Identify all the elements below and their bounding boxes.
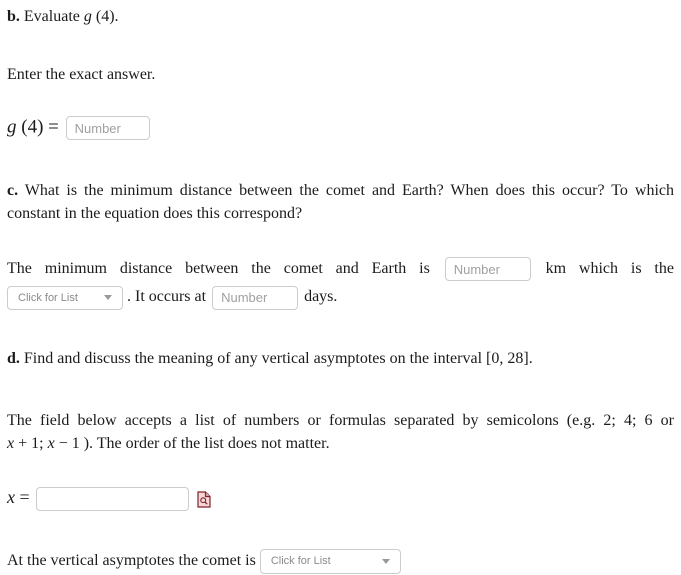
chevron-down-icon [382,559,390,564]
note-math-var1: x [7,435,15,453]
part-b-prompt: Evaluate [19,8,84,25]
part-b-math-var: g [83,8,92,25]
note-seg1: + 1; [14,435,48,453]
note-math-var2: x [47,435,55,453]
part-c-answer-line1 [7,257,674,281]
part-c-answer-mid: km which is the [545,260,674,277]
g4-equation-rest: (4) = [16,116,64,138]
x-equation-sign: = [15,487,35,508]
equation-preview-icon[interactable] [197,491,211,508]
part-c-question-line2: constant in the equation does this correspond? [7,205,303,222]
part-d-label: d. [7,350,20,368]
part-b-label: b. [7,8,20,25]
field-note-line1: The field below accepts a list of numbers or formulas separated by semicolons (e.g. 2; 4; 6 or [7,412,674,430]
part-d-period: . [528,350,533,368]
chevron-down-icon [104,295,112,300]
field-note-line2 [7,432,674,455]
asymptote-equation-row [7,487,674,511]
comet-state-row [7,547,674,574]
g4-answer-input[interactable] [66,116,150,140]
part-b-math-args: (4) [91,8,115,25]
part-c-answer-line2 [7,284,674,310]
g4-equation-var: g [7,116,17,138]
part-d-question-text: Find and discuss the meaning of any vertical asymptotes on the interval [19,350,487,368]
part-c-answer-pre: The minimum distance between the comet and Earth is [7,260,430,277]
part-b-title [7,5,674,28]
min-distance-input[interactable] [445,257,531,281]
x-equation-var: x [7,487,15,508]
part-b-equation-row [7,116,674,140]
occurs-at-days-input[interactable] [212,286,298,310]
asymptote-list-input[interactable] [36,487,189,511]
part-b-period: . [114,8,119,25]
part-c-label: c. [7,182,19,199]
constant-dropdown[interactable] [7,286,123,310]
part-c-question-line1 [7,179,674,202]
part-c-answer-mid2: . It occurs at [127,288,207,306]
part-c-answer-end: days. [304,288,338,306]
comet-state-dropdown-label: Click for List [270,555,331,568]
comet-state-text: At the vertical asymptotes the comet is [7,552,260,570]
part-c-question-text1: What is the minimum distance between the comet and Earth? When does this occur? To which [18,182,674,199]
part-d-title [7,347,674,370]
constant-dropdown-label: Click for List [18,291,78,304]
part-d-interval: [0, 28] [486,350,529,368]
note-seg2: − 1 ). The order of the list does not matter. [54,435,330,453]
comet-state-dropdown[interactable] [260,549,401,574]
part-b-instruction: Enter the exact answer. [7,66,156,83]
